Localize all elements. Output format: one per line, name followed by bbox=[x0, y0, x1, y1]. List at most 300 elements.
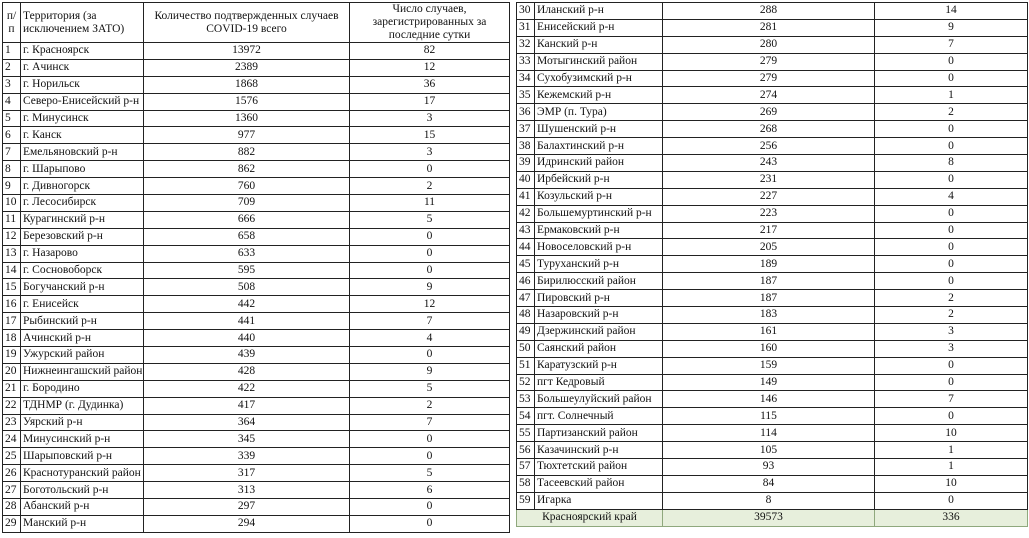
daily-cases: 0 bbox=[350, 161, 510, 178]
daily-cases: 6 bbox=[350, 482, 510, 499]
row-number: 31 bbox=[517, 19, 535, 36]
header-row bbox=[3, 3, 510, 43]
table-row bbox=[517, 273, 1028, 290]
territory-name: ЭМР (п. Тура) bbox=[535, 104, 663, 121]
table-row bbox=[3, 178, 510, 195]
total-cases: 227 bbox=[663, 188, 875, 205]
daily-cases: 7 bbox=[875, 391, 1028, 408]
daily-cases: 82 bbox=[350, 43, 510, 60]
daily-cases: 0 bbox=[350, 515, 510, 532]
table-row bbox=[3, 448, 510, 465]
row-number: 6 bbox=[3, 127, 21, 144]
table-row bbox=[517, 408, 1028, 425]
territory-name: Мотыгинский район bbox=[535, 53, 663, 70]
territory-name: Емельяновский р-н bbox=[21, 144, 144, 161]
row-number: 44 bbox=[517, 239, 535, 256]
header-territory: Территория (за исключением ЗАТО) bbox=[21, 3, 144, 43]
table-row bbox=[517, 256, 1028, 273]
territory-name: Краснотуранский район bbox=[21, 465, 144, 482]
row-number: 47 bbox=[517, 290, 535, 307]
table-row bbox=[517, 290, 1028, 307]
territory-name: Тасеевский район bbox=[535, 475, 663, 492]
territory-name: Тюхтетский район bbox=[535, 459, 663, 476]
daily-cases: 0 bbox=[875, 222, 1028, 239]
total-cases: 977 bbox=[144, 127, 350, 144]
total-cases: 428 bbox=[144, 363, 350, 380]
table-row bbox=[3, 279, 510, 296]
total-row bbox=[517, 509, 1028, 526]
daily-cases: 7 bbox=[350, 414, 510, 431]
daily-cases: 2 bbox=[875, 307, 1028, 324]
total-cases: 256 bbox=[663, 138, 875, 155]
row-number: 16 bbox=[3, 296, 21, 313]
territory-name: Северо-Енисейский р-н bbox=[21, 93, 144, 110]
row-number: 43 bbox=[517, 222, 535, 239]
header-num: п/п bbox=[3, 3, 21, 43]
total-cases: 1576 bbox=[144, 93, 350, 110]
table-row bbox=[3, 313, 510, 330]
table-row bbox=[3, 380, 510, 397]
table-row bbox=[517, 340, 1028, 357]
table-row bbox=[3, 76, 510, 93]
row-number: 26 bbox=[3, 465, 21, 482]
total-cases: 442 bbox=[144, 296, 350, 313]
row-number: 55 bbox=[517, 425, 535, 442]
row-number: 39 bbox=[517, 155, 535, 172]
territory-name: Манский р-н bbox=[21, 515, 144, 532]
total-cases: 187 bbox=[663, 273, 875, 290]
table-row bbox=[517, 374, 1028, 391]
total-cases: 595 bbox=[144, 262, 350, 279]
row-number: 3 bbox=[3, 76, 21, 93]
table-row bbox=[3, 161, 510, 178]
territory-name: Идринский район bbox=[535, 155, 663, 172]
table-row bbox=[517, 492, 1028, 509]
daily-cases: 36 bbox=[350, 76, 510, 93]
territory-name: г. Канск bbox=[21, 127, 144, 144]
total-cases: 633 bbox=[144, 245, 350, 262]
territory-name: Канский р-н bbox=[535, 36, 663, 53]
territory-name: г. Норильск bbox=[21, 76, 144, 93]
daily-cases: 2 bbox=[350, 397, 510, 414]
total-cases: 8 bbox=[663, 492, 875, 509]
territory-name: пгт. Солнечный bbox=[535, 408, 663, 425]
total-cases: 187 bbox=[663, 290, 875, 307]
row-number: 37 bbox=[517, 121, 535, 138]
row-number: 5 bbox=[3, 110, 21, 127]
row-number: 7 bbox=[3, 144, 21, 161]
daily-cases: 0 bbox=[875, 53, 1028, 70]
row-number: 15 bbox=[3, 279, 21, 296]
row-number: 53 bbox=[517, 391, 535, 408]
territory-name: Казачинский р-н bbox=[535, 442, 663, 459]
total-cases: 1360 bbox=[144, 110, 350, 127]
territory-name: Новоселовский р-н bbox=[535, 239, 663, 256]
row-number: 51 bbox=[517, 357, 535, 374]
table-row bbox=[3, 59, 510, 76]
table-row bbox=[3, 347, 510, 364]
daily-cases: 17 bbox=[350, 93, 510, 110]
table-row bbox=[3, 195, 510, 212]
territory-name: г. Лесосибирск bbox=[21, 195, 144, 212]
row-number: 33 bbox=[517, 53, 535, 70]
total-cases: 84 bbox=[663, 475, 875, 492]
daily-cases: 1 bbox=[875, 442, 1028, 459]
total-cases: 114 bbox=[663, 425, 875, 442]
row-number: 38 bbox=[517, 138, 535, 155]
total-cases: 666 bbox=[144, 211, 350, 228]
table-row bbox=[517, 87, 1028, 104]
total-cases: 159 bbox=[663, 357, 875, 374]
total-cases: 317 bbox=[144, 465, 350, 482]
daily-cases: 0 bbox=[350, 245, 510, 262]
daily-cases: 0 bbox=[350, 448, 510, 465]
row-number: 32 bbox=[517, 36, 535, 53]
table-row bbox=[3, 465, 510, 482]
total-cases: 760 bbox=[144, 178, 350, 195]
daily-cases: 3 bbox=[875, 340, 1028, 357]
total-cases: 2389 bbox=[144, 59, 350, 76]
table-row bbox=[517, 442, 1028, 459]
row-number: 20 bbox=[3, 363, 21, 380]
table-row bbox=[3, 499, 510, 516]
row-number: 13 bbox=[3, 245, 21, 262]
row-number: 10 bbox=[3, 195, 21, 212]
table-row bbox=[517, 425, 1028, 442]
row-number: 45 bbox=[517, 256, 535, 273]
total-cases: 13972 bbox=[144, 43, 350, 60]
daily-cases: 10 bbox=[875, 425, 1028, 442]
territory-name: Шарыповский р-н bbox=[21, 448, 144, 465]
total-cases: 882 bbox=[144, 144, 350, 161]
row-number: 48 bbox=[517, 307, 535, 324]
territory-name: пгт Кедровый bbox=[535, 374, 663, 391]
territory-name: Уярский р-н bbox=[21, 414, 144, 431]
row-number: 2 bbox=[3, 59, 21, 76]
total-cases: 297 bbox=[144, 499, 350, 516]
total-cases: 1868 bbox=[144, 76, 350, 93]
table-row bbox=[3, 482, 510, 499]
daily-cases: 1 bbox=[875, 459, 1028, 476]
table-row bbox=[3, 127, 510, 144]
daily-cases: 0 bbox=[350, 431, 510, 448]
row-number: 50 bbox=[517, 340, 535, 357]
total-cases: 364 bbox=[144, 414, 350, 431]
row-number: 29 bbox=[3, 515, 21, 532]
daily-cases: 3 bbox=[350, 110, 510, 127]
territory-name: г. Дивногорск bbox=[21, 178, 144, 195]
daily-cases: 0 bbox=[875, 492, 1028, 509]
total-cases: 709 bbox=[144, 195, 350, 212]
table-row bbox=[517, 323, 1028, 340]
table-row bbox=[517, 3, 1028, 20]
row-number: 59 bbox=[517, 492, 535, 509]
table-row bbox=[3, 110, 510, 127]
table-row bbox=[3, 43, 510, 60]
row-number: 17 bbox=[3, 313, 21, 330]
row-number: 36 bbox=[517, 104, 535, 121]
row-number: 40 bbox=[517, 171, 535, 188]
total-cases: 339 bbox=[144, 448, 350, 465]
territory-name: Назаровский р-н bbox=[535, 307, 663, 324]
row-number: 56 bbox=[517, 442, 535, 459]
territory-name: Березовский р-н bbox=[21, 228, 144, 245]
total-cases: 281 bbox=[663, 19, 875, 36]
daily-cases: 14 bbox=[875, 3, 1028, 20]
total-cases: 269 bbox=[663, 104, 875, 121]
row-number: 54 bbox=[517, 408, 535, 425]
territory-name: Саянский район bbox=[535, 340, 663, 357]
total-cases: 417 bbox=[144, 397, 350, 414]
row-number: 21 bbox=[3, 380, 21, 397]
daily-cases: 3 bbox=[875, 323, 1028, 340]
territory-name: Партизанский район bbox=[535, 425, 663, 442]
total-cases: 279 bbox=[663, 70, 875, 87]
table-row bbox=[517, 171, 1028, 188]
table-row bbox=[517, 104, 1028, 121]
daily-cases: 0 bbox=[875, 70, 1028, 87]
row-number: 52 bbox=[517, 374, 535, 391]
row-number: 14 bbox=[3, 262, 21, 279]
table-row bbox=[517, 459, 1028, 476]
daily-cases: 8 bbox=[875, 155, 1028, 172]
territory-name: г. Минусинск bbox=[21, 110, 144, 127]
daily-cases: 7 bbox=[350, 313, 510, 330]
row-number: 35 bbox=[517, 87, 535, 104]
territory-name: Шушенский р-н bbox=[535, 121, 663, 138]
total-cases: 115 bbox=[663, 408, 875, 425]
territory-name: Ермаковский р-н bbox=[535, 222, 663, 239]
total-cases: 223 bbox=[663, 205, 875, 222]
territory-name: Каратузский р-н bbox=[535, 357, 663, 374]
row-number: 22 bbox=[3, 397, 21, 414]
daily-cases: 2 bbox=[875, 290, 1028, 307]
daily-cases: 2 bbox=[350, 178, 510, 195]
territory-name: г. Назарово bbox=[21, 245, 144, 262]
daily-cases: 5 bbox=[350, 465, 510, 482]
row-number: 1 bbox=[3, 43, 21, 60]
table-row bbox=[517, 222, 1028, 239]
territory-name: Минусинский р-н bbox=[21, 431, 144, 448]
total-cases: 160 bbox=[663, 340, 875, 357]
total-cases: 274 bbox=[663, 87, 875, 104]
territory-name: г. Сосновоборск bbox=[21, 262, 144, 279]
row-number: 30 bbox=[517, 3, 535, 20]
daily-cases: 0 bbox=[875, 273, 1028, 290]
daily-cases: 12 bbox=[350, 296, 510, 313]
table-row bbox=[3, 93, 510, 110]
table-row bbox=[3, 397, 510, 414]
territory-name: Ачинский р-н bbox=[21, 330, 144, 347]
total-cases: 105 bbox=[663, 442, 875, 459]
territory-name: Большемуртинский р-н bbox=[535, 205, 663, 222]
daily-cases: 10 bbox=[875, 475, 1028, 492]
table-row bbox=[517, 70, 1028, 87]
total-cases: 508 bbox=[144, 279, 350, 296]
daily-cases: 0 bbox=[875, 408, 1028, 425]
table-row bbox=[517, 391, 1028, 408]
table-row bbox=[517, 155, 1028, 172]
daily-cases: 4 bbox=[350, 330, 510, 347]
territory-name: г. Бородино bbox=[21, 380, 144, 397]
daily-cases: 0 bbox=[875, 374, 1028, 391]
row-number: 49 bbox=[517, 323, 535, 340]
total-cases: 279 bbox=[663, 53, 875, 70]
daily-cases: 0 bbox=[875, 121, 1028, 138]
total-cases: 288 bbox=[663, 3, 875, 20]
row-number: 27 bbox=[3, 482, 21, 499]
header-total: Количество подтвержденных случаев COVID-19 всего bbox=[144, 3, 350, 43]
covid-table-left bbox=[2, 2, 510, 533]
table-row bbox=[3, 262, 510, 279]
daily-cases: 0 bbox=[350, 499, 510, 516]
daily-cases: 3 bbox=[350, 144, 510, 161]
table-row bbox=[3, 363, 510, 380]
table-row bbox=[3, 515, 510, 532]
daily-cases: 0 bbox=[875, 138, 1028, 155]
daily-cases: 5 bbox=[350, 380, 510, 397]
daily-cases: 2 bbox=[875, 104, 1028, 121]
territory-name: Енисейский р-н bbox=[535, 19, 663, 36]
daily-cases: 9 bbox=[875, 19, 1028, 36]
row-number: 12 bbox=[3, 228, 21, 245]
table-row bbox=[3, 431, 510, 448]
territory-name: Рыбинский р-н bbox=[21, 313, 144, 330]
total-cases: 217 bbox=[663, 222, 875, 239]
territory-name: Боготольский р-н bbox=[21, 482, 144, 499]
total-cases: 146 bbox=[663, 391, 875, 408]
daily-cases: 11 bbox=[350, 195, 510, 212]
total-cases: 243 bbox=[663, 155, 875, 172]
territory-name: Кежемский р-н bbox=[535, 87, 663, 104]
total-cases: 439 bbox=[144, 347, 350, 364]
territory-name: Ужурский район bbox=[21, 347, 144, 364]
daily-cases: 9 bbox=[350, 363, 510, 380]
row-number: 34 bbox=[517, 70, 535, 87]
daily-cases: 12 bbox=[350, 59, 510, 76]
territory-name: Балахтинский р-н bbox=[535, 138, 663, 155]
total-cases: 440 bbox=[144, 330, 350, 347]
table-row bbox=[517, 121, 1028, 138]
row-number: 42 bbox=[517, 205, 535, 222]
total-cases: 313 bbox=[144, 482, 350, 499]
row-number: 28 bbox=[3, 499, 21, 516]
row-number: 4 bbox=[3, 93, 21, 110]
total-region-name: Красноярский край bbox=[517, 509, 663, 526]
row-number: 11 bbox=[3, 211, 21, 228]
total-cases: 280 bbox=[663, 36, 875, 53]
row-number: 25 bbox=[3, 448, 21, 465]
row-number: 9 bbox=[3, 178, 21, 195]
row-number: 23 bbox=[3, 414, 21, 431]
daily-cases: 0 bbox=[350, 228, 510, 245]
territory-name: Пировский р-н bbox=[535, 290, 663, 307]
territory-name: Сухобузимский р-н bbox=[535, 70, 663, 87]
table-row bbox=[517, 188, 1028, 205]
row-number: 57 bbox=[517, 459, 535, 476]
daily-cases: 9 bbox=[350, 279, 510, 296]
territory-name: ТДНМР (г. Дудинка) bbox=[21, 397, 144, 414]
table-row bbox=[3, 330, 510, 347]
daily-cases: 15 bbox=[350, 127, 510, 144]
total-cases: 161 bbox=[663, 323, 875, 340]
row-number: 18 bbox=[3, 330, 21, 347]
daily-cases: 1 bbox=[875, 87, 1028, 104]
total-cases: 205 bbox=[663, 239, 875, 256]
table-row bbox=[517, 475, 1028, 492]
table-row bbox=[517, 53, 1028, 70]
total-cases: 294 bbox=[144, 515, 350, 532]
territory-name: Игарка bbox=[535, 492, 663, 509]
total-cases: 422 bbox=[144, 380, 350, 397]
territory-name: Курагинский р-н bbox=[21, 211, 144, 228]
row-number: 8 bbox=[3, 161, 21, 178]
daily-cases: 0 bbox=[350, 262, 510, 279]
total-cases: 93 bbox=[663, 459, 875, 476]
territory-name: г. Шарыпово bbox=[21, 161, 144, 178]
header-day: Число случаев, зарегистрированных за последние сутки bbox=[350, 3, 510, 43]
territory-name: Козульский р-н bbox=[535, 188, 663, 205]
total-cases: 862 bbox=[144, 161, 350, 178]
table-row bbox=[517, 138, 1028, 155]
daily-cases: 5 bbox=[350, 211, 510, 228]
territory-name: Дзержинский район bbox=[535, 323, 663, 340]
territory-name: Нижнеингашский район bbox=[21, 363, 144, 380]
total-cases: 658 bbox=[144, 228, 350, 245]
daily-cases: 4 bbox=[875, 188, 1028, 205]
table-row bbox=[3, 296, 510, 313]
daily-cases: 0 bbox=[875, 256, 1028, 273]
row-number: 24 bbox=[3, 431, 21, 448]
table-row bbox=[3, 414, 510, 431]
table-row bbox=[3, 144, 510, 161]
total-cases: 268 bbox=[663, 121, 875, 138]
total-cases: 39573 bbox=[663, 509, 875, 526]
table-row bbox=[517, 357, 1028, 374]
total-cases: 441 bbox=[144, 313, 350, 330]
daily-cases: 7 bbox=[875, 36, 1028, 53]
territory-name: г. Красноярск bbox=[21, 43, 144, 60]
row-number: 41 bbox=[517, 188, 535, 205]
territory-name: Богучанский р-н bbox=[21, 279, 144, 296]
daily-cases: 0 bbox=[350, 347, 510, 364]
total-cases: 345 bbox=[144, 431, 350, 448]
table-row bbox=[517, 19, 1028, 36]
row-number: 46 bbox=[517, 273, 535, 290]
table-row bbox=[517, 239, 1028, 256]
daily-cases: 0 bbox=[875, 239, 1028, 256]
territory-name: г. Ачинск bbox=[21, 59, 144, 76]
territory-name: Иланский р-н bbox=[535, 3, 663, 20]
territory-name: Абанский р-н bbox=[21, 499, 144, 516]
total-cases: 149 bbox=[663, 374, 875, 391]
table-row bbox=[3, 245, 510, 262]
table-row bbox=[517, 205, 1028, 222]
total-daily-cases: 336 bbox=[875, 509, 1028, 526]
daily-cases: 0 bbox=[875, 357, 1028, 374]
covid-table-right bbox=[516, 2, 1028, 527]
total-cases: 231 bbox=[663, 171, 875, 188]
row-number: 19 bbox=[3, 347, 21, 364]
table-row bbox=[517, 307, 1028, 324]
territory-name: Бирилюсский район bbox=[535, 273, 663, 290]
territory-name: г. Енисейск bbox=[21, 296, 144, 313]
total-cases: 189 bbox=[663, 256, 875, 273]
territory-name: Туруханский р-н bbox=[535, 256, 663, 273]
table-row bbox=[3, 228, 510, 245]
territory-name: Большеулуйский район bbox=[535, 391, 663, 408]
total-cases: 183 bbox=[663, 307, 875, 324]
